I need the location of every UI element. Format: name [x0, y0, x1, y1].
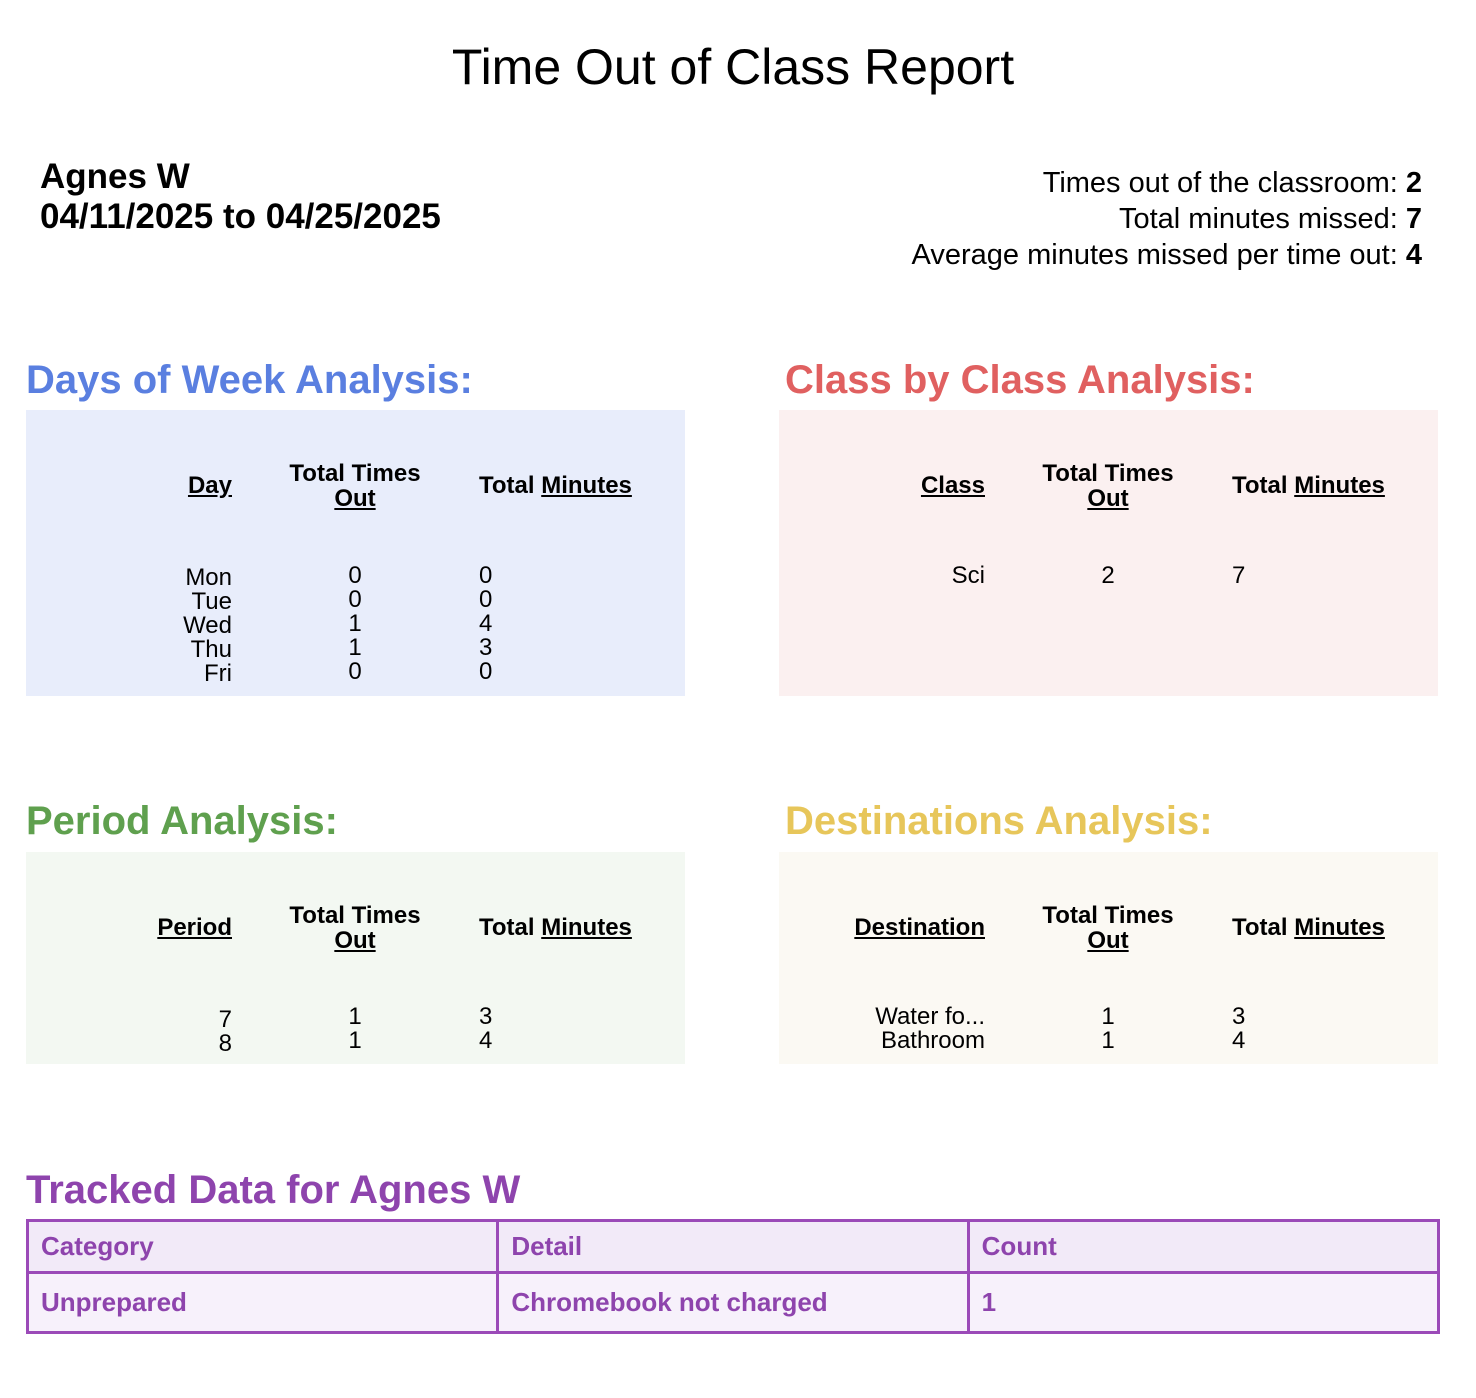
table-row-label: Mon	[185, 564, 232, 591]
days-analysis-panel	[26, 410, 685, 696]
table-cell: 0	[479, 658, 493, 685]
category-cell: Unprepared	[28, 1273, 498, 1333]
table-cell: 1	[348, 634, 362, 661]
table-cell: 0	[348, 562, 362, 589]
class-analysis-title: Class by Class Analysis:	[785, 358, 1255, 402]
day-minutes-values	[479, 564, 599, 684]
table-cell: 4	[479, 610, 493, 637]
destinations-analysis-title: Destinations Analysis:	[785, 799, 1213, 843]
class-column-header: Class	[920, 472, 985, 499]
average-minutes-value: 4	[1405, 239, 1422, 271]
tracked-data-title: Tracked Data for Agnes W	[26, 1168, 521, 1212]
detail-header: Detail	[498, 1221, 968, 1273]
table-cell: 4	[479, 1027, 493, 1054]
destination-column-header: Destination	[854, 914, 985, 941]
minutes-column-header: Total Minutes	[479, 472, 632, 499]
table-header-row	[28, 1221, 1439, 1273]
table-cell: 1	[348, 1003, 362, 1030]
period-analysis-panel	[26, 852, 685, 1064]
destination-labels	[779, 1005, 985, 1053]
class-analysis-panel	[779, 410, 1438, 696]
class-labels	[779, 564, 985, 588]
minutes-column-header: Total Minutes	[1232, 472, 1385, 499]
period-times-values	[280, 1005, 430, 1053]
period-column-header: Period	[157, 914, 232, 941]
student-name: Agnes W	[40, 157, 190, 196]
table-cell: 0	[348, 586, 362, 613]
table-cell: 7	[1232, 562, 1246, 589]
table-cell: 0	[479, 562, 493, 589]
date-range: 04/11/2025 to 04/25/2025	[40, 197, 441, 236]
table-row-label: 8	[218, 1030, 232, 1057]
period-labels	[26, 1008, 232, 1056]
times-out-column-header: Total Times Out	[1042, 460, 1174, 512]
day-times-values	[280, 564, 430, 684]
table-cell: 3	[1232, 1003, 1246, 1030]
times-out-column-header: Total Times Out	[289, 902, 421, 954]
class-times-values	[1033, 564, 1183, 588]
minutes-column-header: Total Minutes	[1232, 914, 1385, 941]
table-row-label: 7	[218, 1006, 232, 1033]
average-minutes-stat	[912, 237, 1422, 273]
minutes-missed-label: Total minutes missed:	[1118, 203, 1398, 235]
category-header: Category	[28, 1221, 498, 1273]
table-cell: 1	[348, 1027, 362, 1054]
table-row-label: Fri	[204, 660, 232, 687]
table-cell: 4	[1232, 1027, 1246, 1054]
student-info	[40, 157, 441, 237]
report-title: Time Out of Class Report	[451, 39, 1015, 95]
table-row-label: Thu	[190, 636, 232, 663]
table-row-label: Water fo...	[875, 1003, 985, 1030]
table-cell: 1	[1101, 1003, 1115, 1030]
table-row	[28, 1273, 1439, 1333]
times-out-label: Times out of the classroom:	[1042, 167, 1398, 199]
count-cell: 1	[968, 1273, 1438, 1333]
table-row-label: Sci	[951, 562, 985, 589]
minutes-column-header: Total Minutes	[479, 914, 632, 941]
minutes-missed-value: 7	[1405, 203, 1422, 235]
table-cell: 3	[479, 1003, 493, 1030]
day-column-header: Day	[187, 472, 232, 499]
table-cell: 1	[348, 610, 362, 637]
period-minutes-values	[479, 1005, 599, 1053]
average-minutes-label: Average minutes missed per time out:	[911, 239, 1398, 271]
table-cell: 3	[479, 634, 493, 661]
table-row-label: Tue	[191, 588, 232, 615]
destination-minutes-values	[1232, 1005, 1352, 1053]
destination-times-values	[1033, 1005, 1183, 1053]
table-cell: 0	[348, 658, 362, 685]
table-cell: 1	[1101, 1027, 1115, 1054]
period-analysis-title: Period Analysis:	[26, 799, 338, 843]
times-out-column-header: Total Times Out	[289, 460, 421, 512]
detail-cell: Chromebook not charged	[498, 1273, 968, 1333]
table-row-label: Bathroom	[880, 1027, 985, 1054]
table-cell: 2	[1101, 562, 1115, 589]
summary-stats	[912, 165, 1422, 273]
destinations-analysis-panel	[779, 852, 1438, 1064]
table-cell: 0	[479, 586, 493, 613]
days-analysis-title: Days of Week Analysis:	[26, 358, 473, 402]
count-header: Count	[968, 1221, 1438, 1273]
tracked-data-table	[26, 1219, 1440, 1334]
class-minutes-values	[1232, 564, 1352, 588]
minutes-missed-stat	[912, 201, 1422, 237]
times-out-value: 2	[1405, 167, 1422, 199]
times-out-stat	[912, 165, 1422, 201]
table-row-label: Wed	[183, 612, 232, 639]
times-out-column-header: Total Times Out	[1042, 902, 1174, 954]
day-labels	[26, 566, 232, 686]
